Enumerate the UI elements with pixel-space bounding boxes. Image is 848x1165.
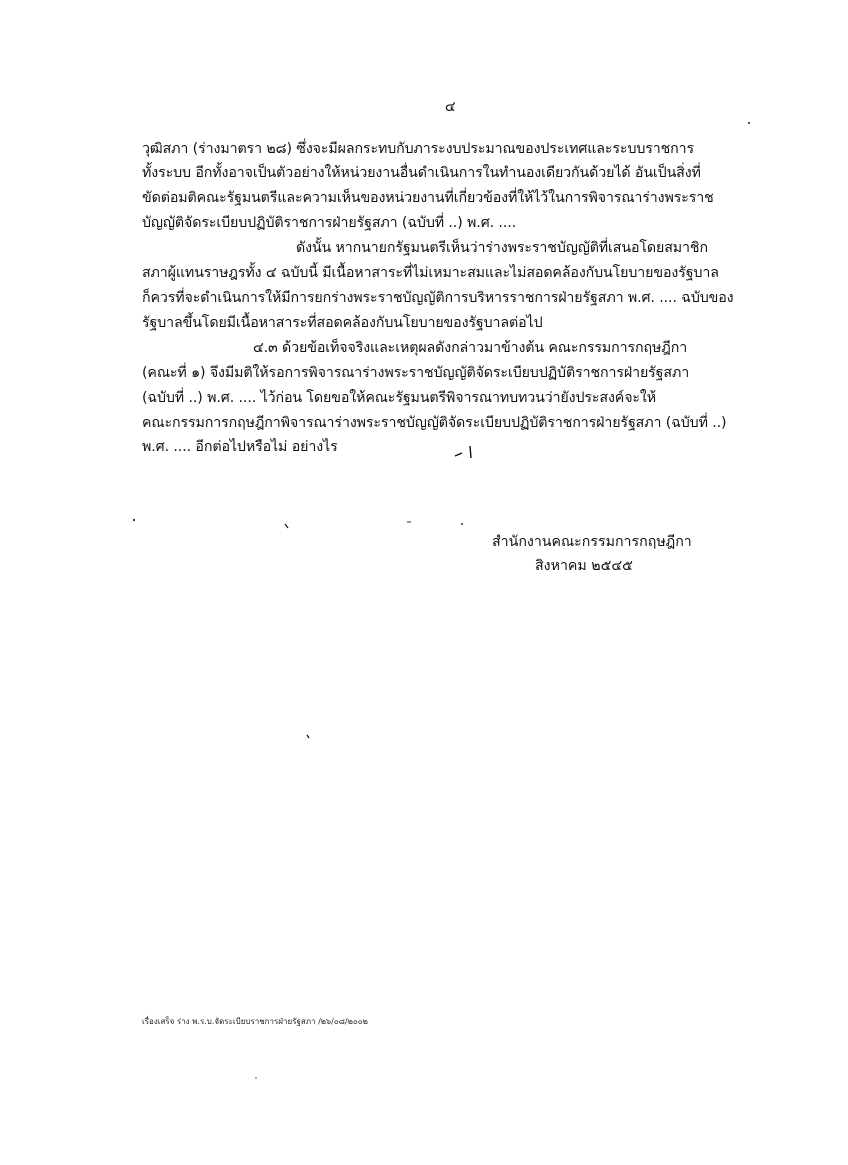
section-heading-line: ๔.๓ ด้วยข้อเท็จจริงและเหตุผลดังกล่าวมาข้างต้น คณะกรรมการกฤษฎีกา <box>253 340 688 356</box>
scan-mark <box>285 524 288 528</box>
paragraph-line: พ.ศ. .... อีกต่อไปหรือไม่ อย่างไร <box>142 439 338 455</box>
paragraph-line: บัญญัติจัดระเบียบปฏิบัติราชการฝ่ายรัฐสภา (ฉบับที่ ..) พ.ศ. .... <box>142 215 517 231</box>
scan-mark <box>455 446 471 458</box>
page-number: ๔ <box>445 99 456 115</box>
paragraph-line: วุฒิสภา (ร่างมาตรา ๒๘) ซึ่งจะมีผลกระทบกับภาระงบประมาณของประเทศและระบบราชการ <box>142 141 695 157</box>
scan-speck <box>255 1077 257 1079</box>
paragraph-line: รัฐบาลขึ้นโดยมีเนื้อหาสาระที่สอดคล้องกับนโยบายของรัฐบาลต่อไป <box>142 315 543 331</box>
scan-mark <box>307 735 309 738</box>
scan-speck <box>133 519 135 521</box>
paragraph-line: คณะกรรมการกฤษฎีกาพิจารณาร่างพระราชบัญญัติจัดระเบียบปฏิบัติราชการฝ่ายรัฐสภา (ฉบับที่ ..) <box>142 415 727 431</box>
signature-office: สำนักงานคณะกรรมการกฤษฎีกา <box>492 534 692 550</box>
scan-speck <box>748 122 750 124</box>
paragraph-line: ดังนั้น หากนายกรัฐมนตรีเห็นว่าร่างพระราชบัญญัติที่เสนอโดยสมาชิก <box>296 240 708 256</box>
paragraph-line: (คณะที่ ๑) จึงมีมติให้รอการพิจารณาร่างพระราชบัญญัติจัดระเบียบปฏิบัติราชการฝ่ายรัฐสภา <box>142 365 690 381</box>
paragraph-line: สภาผู้แทนราษฎรทั้ง ๔ ฉบับนี้ มีเนื้อหาสาระที่ไม่เหมาะสมและไม่สอดคล้องกับนโยบายของรัฐบาล <box>142 265 719 281</box>
footer-file-reference: เรื่องเสร็จ ร่าง พ.ร.บ.จัดระเบียบราชการฝ่ายรัฐสภา /๒๖/๐๘/๒๐๐๒ <box>142 1017 368 1026</box>
signature-date: สิงหาคม ๒๕๔๕ <box>535 558 633 574</box>
paragraph-line: ก็ควรที่จะดำเนินการให้มีการยกร่างพระราชบัญญัติการบริหารราชการฝ่ายรัฐสภา พ.ศ. .... ฉบับของ <box>142 290 734 306</box>
paragraph-line: ทั้งระบบ อีกทั้งอาจเป็นตัวอย่างให้หน่วยงานอื่นดำเนินการในทำนองเดียวกันด้วยได้ อันเป็นสิ่งที่ <box>142 165 701 181</box>
paragraph-line: ขัดต่อมติคณะรัฐมนตรีและความเห็นของหน่วยงานที่เกี่ยวข้องที่ให้ไว้ในการพิจารณาร่างพระราช <box>142 190 714 206</box>
scan-speck <box>461 523 463 525</box>
paragraph-line: (ฉบับที่ ..) พ.ศ. .... ไว้ก่อน โดยขอให้คณะรัฐมนตรีพิจารณาทบทวนว่ายังประสงค์จะให้ <box>142 390 657 406</box>
